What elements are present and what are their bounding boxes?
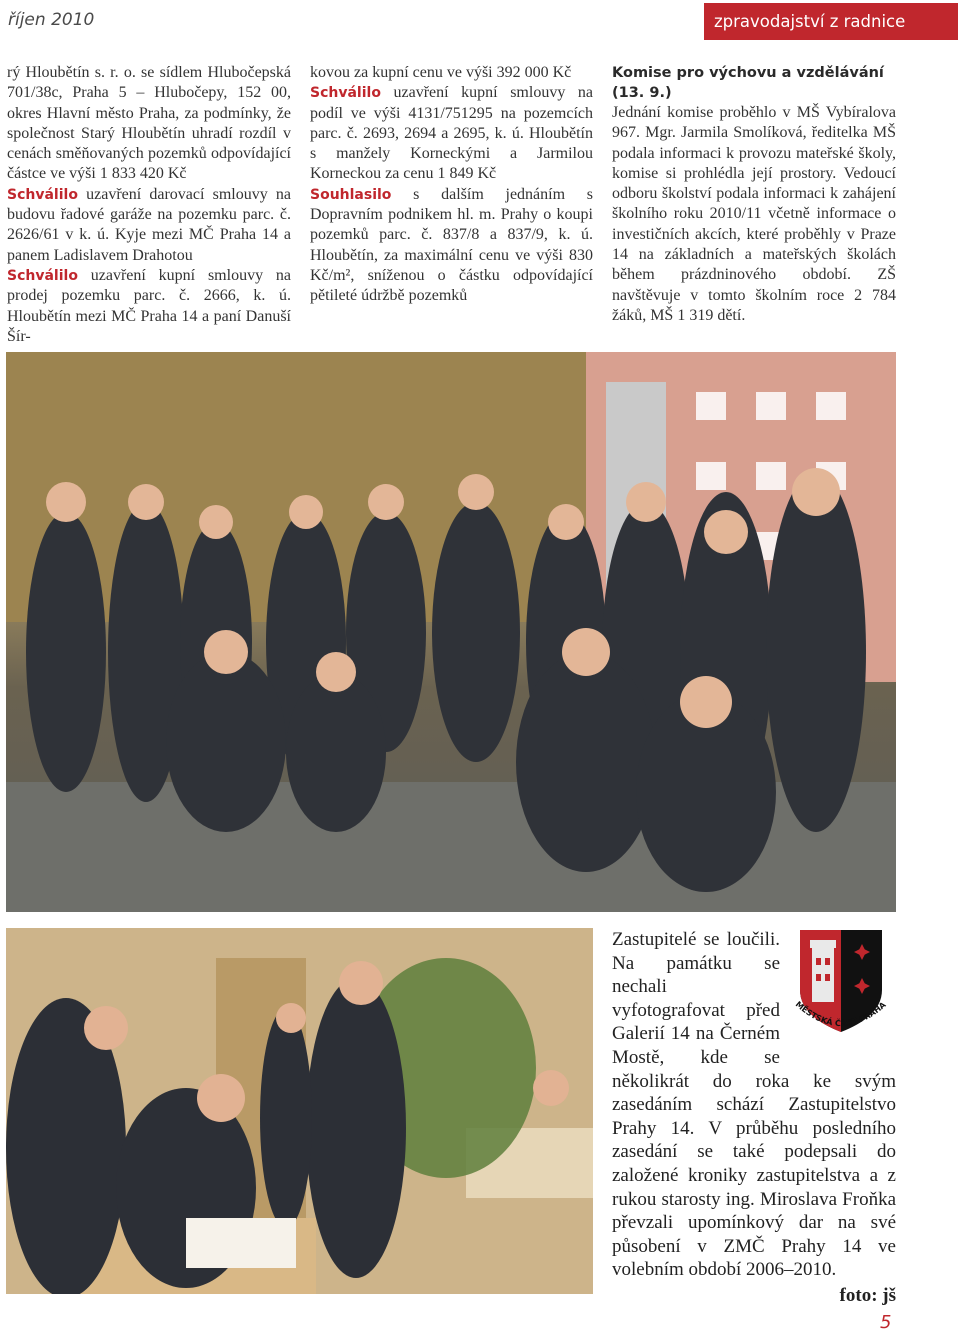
column-2 <box>310 63 593 307</box>
group-photo-illustration <box>6 352 896 912</box>
district-coat-of-arms <box>786 928 896 1044</box>
district-logo-wrap <box>786 928 896 1044</box>
keyword: Schválilo <box>310 85 381 102</box>
signing-photo-illustration <box>6 928 593 1294</box>
keyword: Schválilo <box>7 267 78 284</box>
logo-text: MĚSTSKÁ ČÁST PRAHA <box>793 999 888 1029</box>
issue-date: říjen 2010 <box>8 10 95 30</box>
keyword: Schválilo <box>7 186 78 203</box>
group-photo <box>6 352 896 912</box>
paragraph: uzavření kupní smlouvy na podíl ve výši 4131/751295 na pozemcích parc. č. 2693, 2694 a 2695, k. ú. Hloubětín s manžely Korneckými a Jarmilou Korneckou za cenu 1 849 Kč <box>310 84 593 183</box>
column-1-text <box>7 63 291 347</box>
page-number: 5 <box>880 1312 892 1333</box>
paragraph: rý Hloubětín s. r. o. se sídlem Hlubočepská 701/38c, Praha 5 – Hlubočepy, 152 00, okres Hlavní město Praha, za podmínky, že společnost Starý Hloubětín uhradí rozdíl v cenách směňovaných pozemků odpovídající částce ve výši 1 833 420 Kč <box>7 64 291 183</box>
column-1 <box>7 63 291 347</box>
photo-caption <box>612 928 896 1308</box>
paragraph: kovou za kupní cenu ve výši 392 000 Kč <box>310 64 572 81</box>
section-banner: zpravodajství z radnice <box>704 3 958 40</box>
paragraph: uzavření darovací smlouvy na budovu řadové garáže na pozemku parc. č. 2626/61 v k. ú. Kyje mezi MČ Praha 14 a panem Ladislavem Drahotou <box>7 185 291 264</box>
caption-text: Zastupitelé se loučili. Na památku se nechali vyfotografovat před Galerií 14 na Černém Mostě, kde se několikrát do roka ke svým zasedáním schází Zastupitelstvo Prahy 14. V průběhu posledního zasedání se také podepsali do založené kroniky zastupitelstva a z rukou starosty ing. Miroslava Froňka převzali upomínkový dar na své působení v ZMČ Prahy 14 ve volebním období 2006–2010. <box>612 929 896 1281</box>
committee-heading: Komise pro výchovu a vzdělávání (13. 9.) <box>612 65 884 101</box>
column-3 <box>612 63 896 326</box>
signing-photo <box>6 928 593 1294</box>
paragraph: s dalším jednáním s Dopravním podnikem hl. m. Prahy o koupi pozemků parc. č. 837/8 a 837/9, k. ú. Hloubětín, za maximální cenu ve výši 830 Kč/m², sníženou o částku odpovídající pětileté údržbě pozemků <box>310 185 593 305</box>
photo-credit: foto: jš <box>839 1284 896 1306</box>
keyword: Souhlasilo <box>310 186 392 203</box>
committee-text: Jednání komise proběhlo v MŠ Vybíralova 967. Mgr. Jarmila Smolíková, ředitelka MŠ podala informaci k provozu mateřské školy, komise si prohlédla její prostory. Vedoucí odboru školství podala informaci k zahájení školního roku 2010/11 včetně informace o investičních akcích, které proběhly v Praze 14 na základních a mateřských školách během prázdninového období. ZŠ navštěvuje v tomto školním roce 2 784 žáků, MŠ 1 319 dětí. <box>612 104 896 324</box>
column-2-text <box>310 63 593 307</box>
paragraph: uzavření kupní smlouvy na prodej pozemku parc. č. 2666, k. ú. Hloubětín mezi MČ Praha 14 a paní Danuší Šír- <box>7 266 291 345</box>
